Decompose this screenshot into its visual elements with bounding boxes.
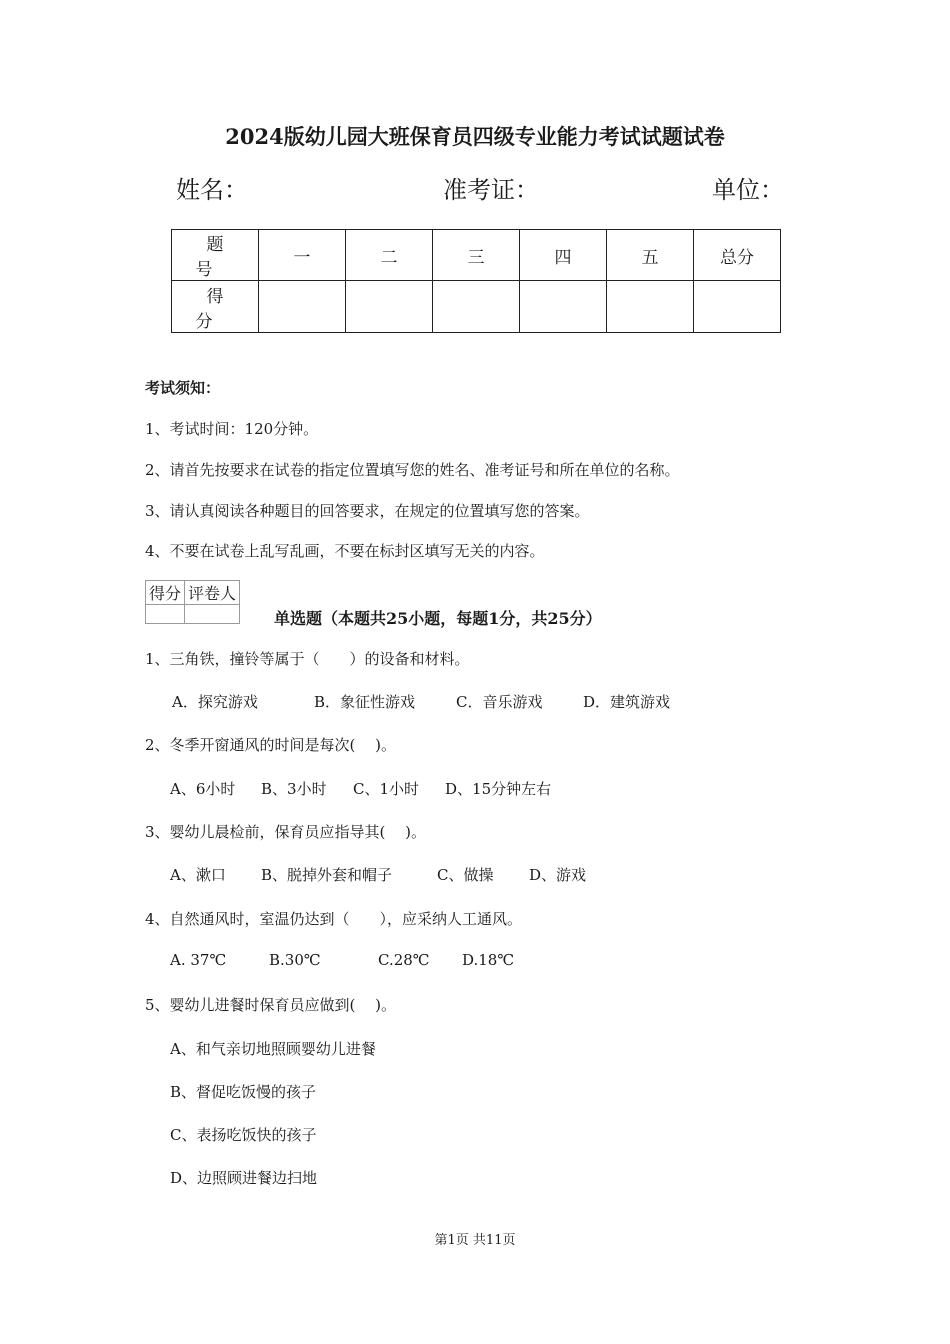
grader-score-label: 得分 xyxy=(146,581,185,605)
grader-name-label: 评卷人 xyxy=(185,581,240,605)
option-d: D、游戏 xyxy=(529,866,587,884)
option-c: C．音乐游戏 xyxy=(456,693,543,711)
page-footer: 第1页 共11页 xyxy=(434,1233,516,1248)
option-b: B．象征性游戏 xyxy=(314,693,416,711)
option-b: B、督促吃饭慢的孩子 xyxy=(170,1083,317,1101)
notice-item: 4、不要在试卷上乱写乱画，不要在标封区填写无关的内容。 xyxy=(145,542,545,560)
option-b: B.30℃ xyxy=(269,951,321,969)
option-b: B、3小时 xyxy=(261,780,327,798)
score-cell[interactable] xyxy=(607,281,694,333)
column-2: 二 xyxy=(346,230,433,281)
score-row-label: 得分 xyxy=(172,281,259,333)
grader-box xyxy=(145,580,240,624)
grader-name-cell[interactable] xyxy=(185,605,240,624)
score-cell[interactable] xyxy=(346,281,433,333)
score-table-score-row xyxy=(172,281,781,333)
option-d: D.18℃ xyxy=(462,951,515,969)
grader-box-header xyxy=(146,581,240,605)
option-b: B、脱掉外套和帽子 xyxy=(261,866,393,884)
option-c: C.28℃ xyxy=(378,951,430,969)
question-text: 2、冬季开窗通风的时间是每次( )。 xyxy=(145,736,397,754)
option-a: A．探究游戏 xyxy=(172,693,258,711)
column-total: 总分 xyxy=(694,230,781,281)
column-5: 五 xyxy=(607,230,694,281)
option-d: D．建筑游戏 xyxy=(583,693,671,711)
question-text: 3、婴幼儿晨检前，保育员应指导其( )。 xyxy=(145,823,427,841)
option-c: C、1小时 xyxy=(353,780,420,798)
option-a: A. 37℃ xyxy=(170,951,227,969)
option-d: D、15分钟左右 xyxy=(445,780,552,798)
column-4: 四 xyxy=(520,230,607,281)
notice-title: 考试须知： xyxy=(145,379,221,397)
notice-item: 2、请首先按要求在试卷的指定位置填写您的姓名、准考证号和所在单位的名称。 xyxy=(145,461,680,479)
question-number-header: 题号 xyxy=(172,230,259,281)
score-table-header-row xyxy=(172,230,781,281)
option-a: A、6小时 xyxy=(170,780,236,798)
score-cell[interactable] xyxy=(259,281,346,333)
score-cell[interactable] xyxy=(520,281,607,333)
grader-score-cell[interactable] xyxy=(146,605,185,624)
option-a: A、漱口 xyxy=(170,866,226,884)
name-label: 姓名： xyxy=(176,176,248,204)
question-text: 4、自然通风时，室温仍达到（ ），应采纳人工通风。 xyxy=(145,910,523,928)
question-text: 5、婴幼儿进餐时保育员应做到( )。 xyxy=(145,996,397,1014)
option-a: A、和气亲切地照顾婴幼儿进餐 xyxy=(170,1040,376,1058)
exam-id-label: 准考证： xyxy=(443,176,539,204)
score-table xyxy=(171,229,781,333)
score-cell[interactable] xyxy=(433,281,520,333)
question-text: 1、三角铁，撞铃等属于（ ）的设备和材料。 xyxy=(145,650,470,668)
column-3: 三 xyxy=(433,230,520,281)
page-title: 2024版幼儿园大班保育员四级专业能力考试试题试卷 xyxy=(225,124,725,149)
notice-item: 1、考试时间：120分钟。 xyxy=(145,420,319,438)
grader-box-blank-row xyxy=(146,605,240,624)
column-1: 一 xyxy=(259,230,346,281)
option-c: C、表扬吃饭快的孩子 xyxy=(170,1126,317,1144)
option-d: D、边照顾进餐边扫地 xyxy=(170,1169,318,1187)
score-cell[interactable] xyxy=(694,281,781,333)
section-title: 单选题（本题共25小题，每题1分，共25分） xyxy=(274,609,602,628)
option-c: C、做操 xyxy=(437,866,494,884)
unit-label: 单位： xyxy=(712,176,784,204)
notice-item: 3、请认真阅读各种题目的回答要求，在规定的位置填写您的答案。 xyxy=(145,502,590,520)
